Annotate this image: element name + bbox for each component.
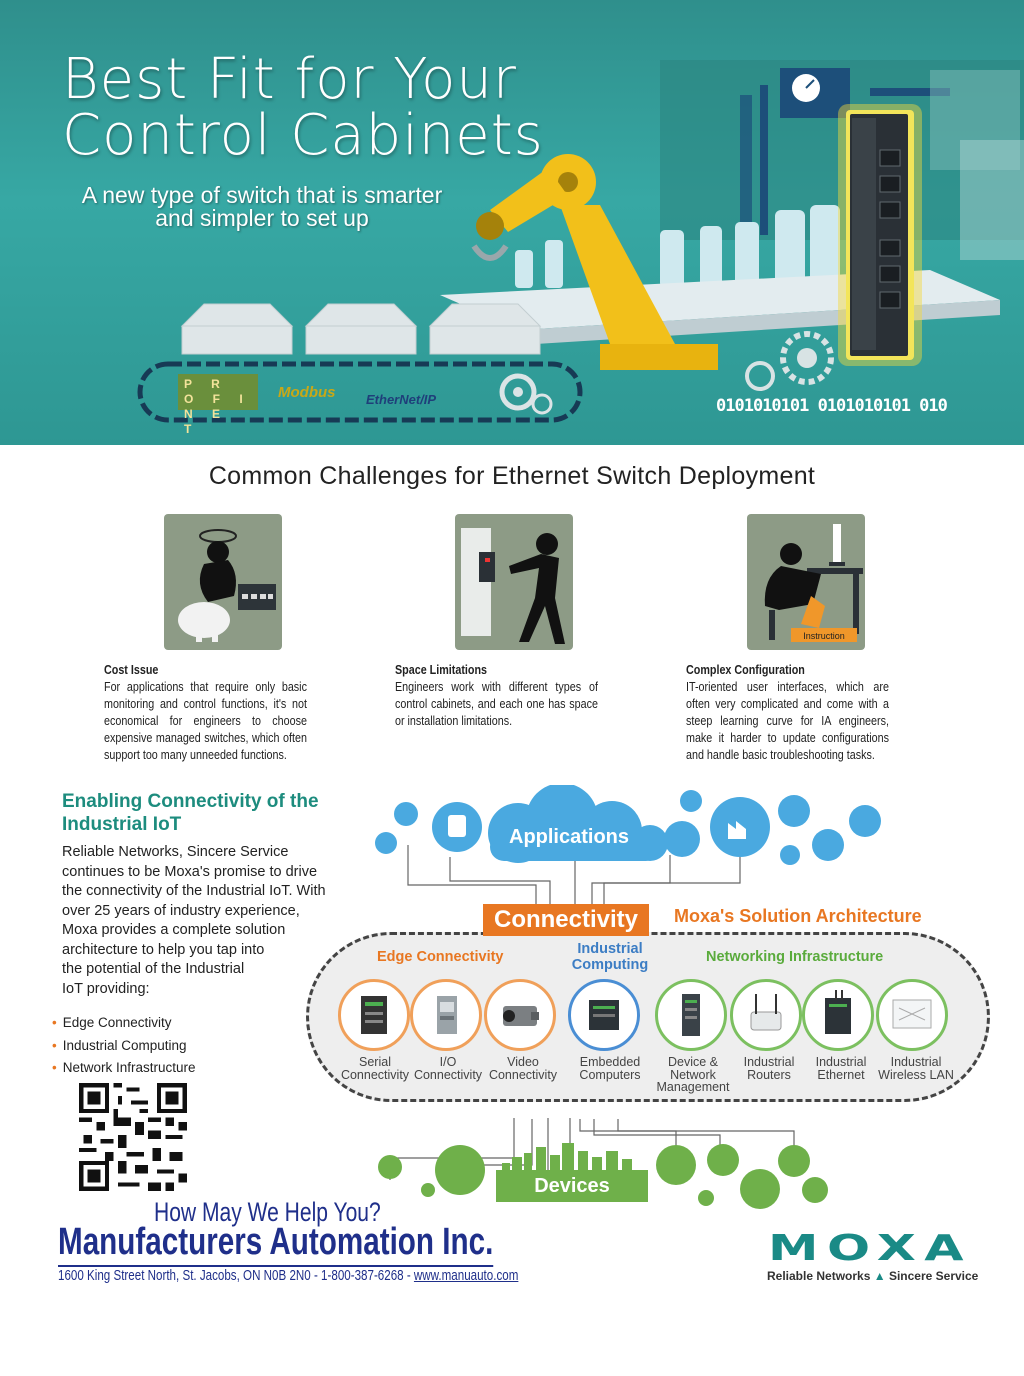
cramped-cabinet-icon (455, 514, 573, 650)
qr-code[interactable] (79, 1083, 187, 1191)
embedded-computers-label (570, 1056, 650, 1081)
list-item: • Edge Connectivity (52, 1012, 196, 1035)
product-label-line: Connectivity (488, 1067, 558, 1082)
product-label-line: Industrial (890, 1055, 942, 1069)
profinet-logo-top: P R O F I (184, 377, 251, 406)
iiot-body-line: the connectivity of the Industrial IoT. With (62, 883, 326, 899)
applications-label: Applications (509, 826, 630, 848)
ethernetip-logo: EtherNet/IP (366, 392, 437, 407)
product-label-line: Embedded (579, 1055, 641, 1069)
moxa-tagline (767, 1269, 978, 1283)
hero-subtitle-line1: A new type of switch that is smarter (81, 182, 443, 208)
edge-connectivity-heading: Edge Connectivity (377, 949, 504, 965)
industrial-wireless-lan-label (876, 1056, 956, 1081)
device-network-management-icon (655, 979, 727, 1051)
hero-title-line1: Best Fit for Your (62, 47, 517, 112)
challenge-cost-text: For applications that require only basic monitoring and control functions, it's not economical for engineers to choose expensive managed switches, which often support too many unneeded functions. (104, 680, 307, 762)
space-limitations-illustration (455, 514, 573, 650)
industrial-ethernet-label (801, 1056, 881, 1081)
moxa-logo-text: MOXA (768, 1232, 972, 1262)
company-name: Manufacturers Automation Inc. (58, 1221, 493, 1267)
product-label-line: Connectivity (340, 1067, 410, 1082)
iiot-title: Enabling Connectivity of the Industrial IoT (62, 791, 319, 835)
challenge-space (395, 662, 598, 730)
product-label-line: Serial (359, 1055, 391, 1069)
industrial-routers-label (729, 1056, 809, 1081)
devices-label: Devices (496, 1170, 648, 1202)
challenge-cost (104, 662, 307, 764)
serial-connectivity-icon (338, 979, 410, 1051)
instruction-label: Instruction (803, 631, 845, 641)
device-network-management-label (653, 1056, 733, 1094)
iiot-body-line: Reliable Networks, Sincere Service (62, 844, 289, 860)
product-label-line: Device & (667, 1055, 719, 1069)
profinet-logo-bottom: N E T (184, 407, 229, 436)
challenge-space-title: Space Limitations (395, 663, 488, 677)
product-label-line: Wireless LAN (878, 1067, 954, 1082)
product-label-line: Management (656, 1080, 730, 1094)
list-item: • Network Infrastructure (52, 1057, 196, 1080)
io-connectivity-icon (410, 979, 482, 1051)
triangle-icon: ▲ (873, 1269, 886, 1283)
moxa-logo (768, 1232, 980, 1262)
iiot-body-line: over 25 years of industry experience, (62, 902, 300, 919)
product-label-line: Industrial (815, 1055, 867, 1069)
hero-subtitle-line2: and simpler to set up (155, 205, 369, 231)
address-text: 1600 King Street North, St. Jacobs, ON N0B 2N0 - 1-800-387-6268 - (58, 1268, 414, 1284)
product-label-line: Ethernet (817, 1067, 865, 1082)
challenges-title: Common Challenges for Ethernet Switch Deployment (208, 462, 816, 490)
moxa-tag-left: Reliable Networks (767, 1269, 871, 1283)
modbus-logo: Modbus (278, 384, 336, 401)
product-label-line: Connectivity (413, 1067, 483, 1082)
challenge-config-title: Complex Configuration (686, 663, 805, 677)
iiot-body-line: architecture to help you tap into (62, 941, 265, 958)
solution-architecture-diagram (300, 785, 1000, 1215)
product-label-line: Network (670, 1067, 716, 1082)
confused-engineer-icon (747, 514, 865, 650)
challenge-space-text: Engineers work with different types of control cabinets, and each one has space or installation limitations. (395, 680, 598, 728)
binary-stream: 0101010101 0101010101 010 (716, 396, 947, 416)
industrial-computing-heading: Industrial Computing (571, 941, 649, 973)
industrial-routers-icon (730, 979, 802, 1051)
iiot-bullet-list (52, 1012, 196, 1080)
product-label-line: Video (507, 1055, 539, 1069)
industrial-wireless-lan-icon (876, 979, 948, 1051)
cost-issue-illustration (164, 514, 282, 650)
challenge-cost-title: Cost Issue (104, 663, 159, 677)
website-link[interactable]: www.manuauto.com (413, 1268, 519, 1284)
product-label-line: Routers (747, 1067, 791, 1082)
product-label-line: Industrial (743, 1055, 795, 1069)
iiot-body-line: IoT providing: (62, 980, 150, 997)
serial-connectivity-label (335, 1056, 415, 1081)
moxa-tag-right: Sincere Service (888, 1269, 979, 1283)
iiot-body-line: Moxa provides a complete solution (62, 922, 286, 938)
hero-title-line2: Control Cabinets (62, 103, 544, 168)
iiot-body-line: continues to be Moxa's promise to drive (62, 863, 318, 880)
connectivity-label: Connectivity (483, 904, 649, 936)
stressed-engineer-icon (164, 514, 282, 650)
industrial-ethernet-icon (802, 979, 874, 1051)
hero-subtitle (62, 184, 462, 230)
complex-configuration-illustration (747, 514, 865, 650)
solution-architecture-title: Moxa's Solution Architecture (674, 906, 922, 926)
product-label-line: I/O (439, 1055, 457, 1069)
product-label-line: Computers (579, 1067, 641, 1082)
video-connectivity-label (483, 1056, 563, 1081)
embedded-computers-icon (568, 979, 640, 1051)
video-connectivity-icon (484, 979, 556, 1051)
networking-infrastructure-heading: Networking Infrastructure (706, 949, 884, 965)
profinet-logo (178, 374, 258, 436)
company-address (58, 1268, 518, 1284)
hero-title (62, 47, 544, 168)
iiot-body-line: the potential of the Industrial (62, 961, 245, 977)
io-connectivity-label (408, 1056, 488, 1081)
list-item: • Industrial Computing (52, 1035, 196, 1058)
challenge-config-text: IT-oriented user interfaces, which are often very complicated and come with a steep learning curve for IA engineers, make it harder to update configurations and handle basic troubleshooting tasks. (686, 680, 889, 762)
hero-banner (0, 0, 1024, 445)
challenge-config (686, 662, 889, 764)
help-tagline: How May We Help You? (154, 1197, 381, 1227)
